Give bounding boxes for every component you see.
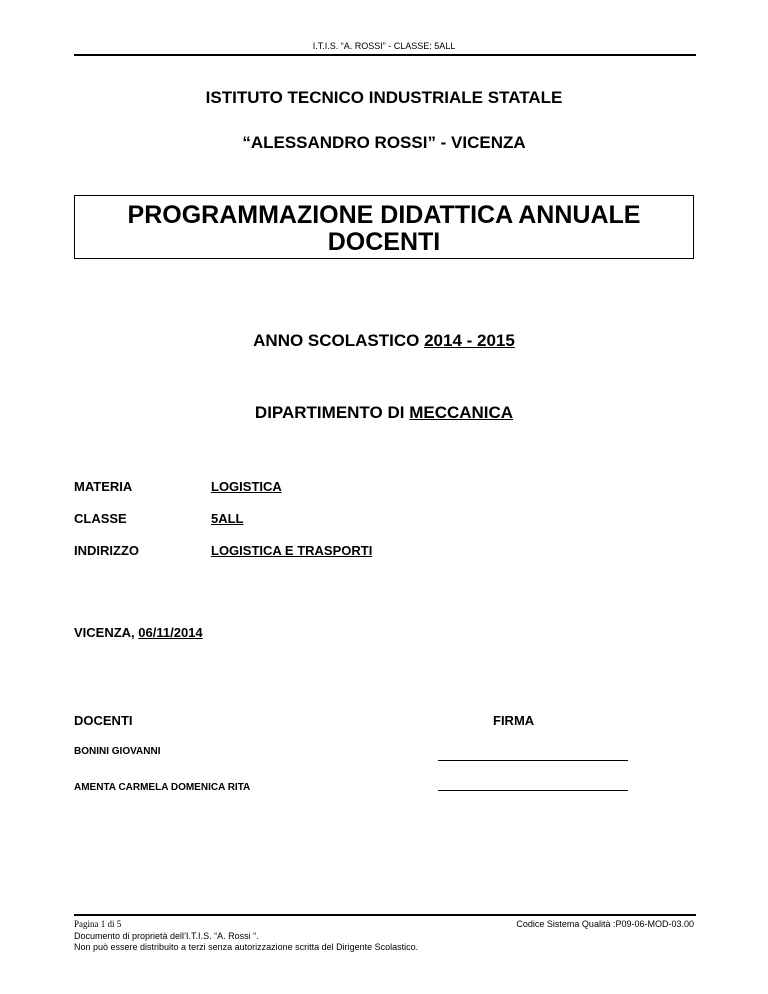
teacher-name: AMENTA CARMELA DOMENICA RITA bbox=[74, 782, 251, 793]
page-number: Pagina 1 di 5 bbox=[74, 919, 122, 929]
document-title-line1: PROGRAMMAZIONE DIDATTICA ANNUALE bbox=[127, 201, 641, 229]
teacher-name: BONINI GIOVANNI bbox=[74, 746, 161, 757]
institute-city: “ALESSANDRO ROSSI” - VICENZA bbox=[242, 133, 526, 152]
field-value-materia: LOGISTICA bbox=[211, 479, 282, 494]
header-rule bbox=[74, 54, 696, 56]
field-label-classe: CLASSE bbox=[74, 511, 127, 526]
ownership-notice: Documento di proprietà dell’I.T.I.S. “A. Rossi “. bbox=[74, 931, 259, 941]
docenti-label: DOCENTI bbox=[74, 713, 133, 728]
field-label-indirizzo: INDIRIZZO bbox=[74, 543, 139, 558]
institute-name: ISTITUTO TECNICO INDUSTRIALE STATALE bbox=[205, 88, 563, 107]
document-title-line2: DOCENTI bbox=[327, 228, 441, 256]
place-label: VICENZA, bbox=[74, 625, 139, 640]
school-year bbox=[0, 331, 768, 351]
department bbox=[0, 403, 768, 423]
field-label-materia: MATERIA bbox=[74, 479, 133, 494]
field-value-classe: 5ALL bbox=[211, 511, 244, 526]
school-year-value: 2014 - 2015 bbox=[424, 331, 515, 350]
signature-line bbox=[438, 760, 628, 761]
school-year-label: ANNO SCOLASTICO bbox=[253, 331, 425, 350]
date-value: 06/11/2014 bbox=[138, 625, 203, 640]
distribution-notice: Non può essere distribuito a terzi senza autorizzazione scritta del Dirigente Scolastico. bbox=[74, 942, 419, 952]
page-header: I.T.I.S. “A. ROSSI” - CLASSE: 5ALL bbox=[312, 41, 456, 51]
footer-rule bbox=[74, 914, 696, 916]
department-value: MECCANICA bbox=[409, 403, 514, 422]
quality-code: Codice Sistema Qualità :P09-06-MOD-03.00 bbox=[516, 919, 694, 929]
firma-label: FIRMA bbox=[493, 713, 535, 728]
department-label: DIPARTIMENTO DI bbox=[254, 403, 410, 422]
place-date bbox=[74, 625, 203, 640]
document-title-box bbox=[74, 195, 694, 259]
field-value-indirizzo: LOGISTICA E TRASPORTI bbox=[211, 543, 373, 558]
signature-line bbox=[438, 790, 628, 791]
